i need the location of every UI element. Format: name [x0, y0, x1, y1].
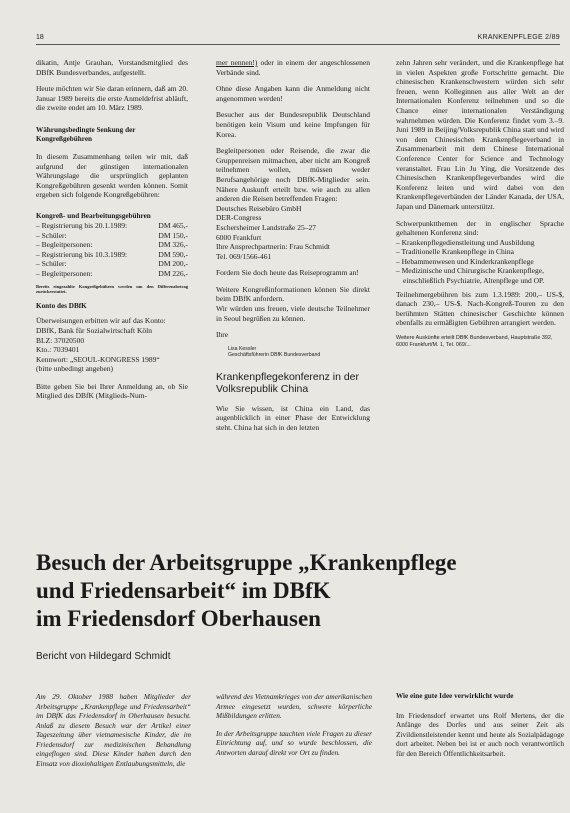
paragraph: Im Friedensdorf erwartet uns Rolf Mertens, der die Anfänge des Dorfes und aus seiner Zeit als Zivildienstleistender kennt und heute als Sozialpädagoge dort arbeitet. Neben bei ist er auch noch verantwortlich für den Bereich Öffentlichkeitsarbeit. [396, 710, 564, 758]
paragraph: Überweisungen erbitten wir auf das Konto: [36, 316, 166, 326]
subheading: Krankenpflegekonferenz in der Volksrepublik China [216, 370, 360, 396]
fee-row: – Begleitpersonen: DM 326,- [36, 240, 188, 250]
paragraph: In der Arbeitsgruppe tauchten viele Fragen zu dieser Einrichtung auf, und so wurde beschlossen, die Antworten darauf direkt vor Ort zu finden. [216, 728, 372, 757]
paragraph: In diesem Zusammenhang teilen wir mit, daß aufgrund der günstigen internationalen Währungslage die ursprünglich geplanten Kongreßgebühren gesenkt werden können. Somit ergeben sich folgende Kongreßgebühren: [36, 151, 188, 200]
article-author: Bericht von Hildegard Schmidt [36, 651, 171, 662]
fee-row: – Registrierung bis 10.3.1989: DM 590,- [36, 249, 188, 259]
topic-list [396, 238, 564, 286]
paragraph: Am 29. Oktober 1988 haben Mitglieder der Arbeitsgruppe „Krankenpflege und Friedensarbeit“ im DBfK das Friedensdorf in Oberhausen besucht. Anlaß zu diesem Besuch war der Artikel einer Tageszeitung über vietnamesische Kinder, die im Friedensdorf zur medizinischen Behandlung eingeflogen sind. Diese Kinder haben durch den Einsatz von dioxinhaltigen Entlaubungsmitteln, die [36, 692, 191, 768]
fee-row: – Schüler: DM 150,- [36, 230, 188, 240]
paragraph: Teilnehmergebühren bis zum 1.3.1989: 200,– US-$, danach 230,– US-$. Nach-Kongreß-Touren zu den berühmten Stätten chinesischer Geschichte können ebenfalls zu ermäßigten Gebühren arrangiert werden. [396, 289, 564, 328]
section-heading: Währungsbedingte Senkung der Kongreßgebühren [36, 125, 136, 143]
column-3 [396, 58, 564, 348]
paragraph: Weitere Kongreßinformationen können Sie direkt beim DBfK anfordern. [216, 284, 370, 304]
paragraph: zehn Jahren sehr verändert, und die Krankenpflege hat in vielen Aspekten große Fortschritte gemacht. Die chinesischen Krankenschwestern würden sich sehr freuen, wenn Kolleginnen aus aller Welt an der Internationalen Konferenz teilnehmen und so die Chance einer internationalen Verständigung wahrnehmen würden. Die Konferenz findet vom 3.–9. Juni 1989 in Beijing/Volksrepublik China statt und wird von dem Chinesischen Krankenpflegeverband in Zusammenarbeit mit dem Chinese International Conference Center for Science and Technology veranstaltet. Frau Lin Ju Ying, die Vorsitzende des Chinesischen Krankenpflegeverbandes wird die Konferenz leiten und wird dabei von den Krankenpflegeverbänden der Länder Kanada, der USA, Japan und Dänemark unterstützt. [396, 58, 564, 211]
paragraph: Bitte geben Sie bei Ihrer Anmeldung an, ob Sie Mitglied des DBfK (Mitglieds-Num- [36, 381, 188, 401]
list-item: – Krankenpflegedienstleitung und Ausbildung [396, 237, 535, 247]
paragraph: Ohne diese Angaben kann die Anmeldung nicht angenommen werden! [216, 84, 370, 103]
paragraph: während des Vietnamkrieges von der amerikanischen Armee eingesetzt wurden, schwere körperliche Mißbildungen erlitten. [216, 692, 372, 720]
article-column-3 [396, 692, 564, 766]
fine-print: Bereits eingezahlte Kongreßgebühren werden um den Differenzbetrag zurückerstattet. [36, 283, 188, 294]
paragraph: dikatin, Antje Grauhan, Vorstandsmitglied des DBfK Bundesverbandes, aufgestellt. [36, 58, 188, 77]
article-title: Besuch der Arbeitsgruppe „Krankenpflege und Friedensarbeit“ im DBfK im Friedensdorf Oberhausen [36, 550, 457, 631]
paragraph: mer nennen!) oder in einem der angeschlossenen Verbände sind. [216, 58, 370, 77]
column-1 [36, 58, 188, 408]
article-lead-column-1 [36, 692, 191, 776]
paragraph: Begleitpersonen oder Reisende, die zwar die Gruppenreisen mitmachen, aber nicht am Kongreß teilnehmen wollen, müssen weder Berufsangehörige noch DBfK-Mitglieder sein. Nähere Auskunft erteilt bzw. wie auch zu allen anderen die Reisen betreffenden Fragen: [216, 146, 370, 204]
list-item: – Medizinische und Chirurgische Krankenpflege, einschließlich Psychiatrie, Altenpflege und OP. [396, 266, 545, 286]
section-heading: Kongreß- und Bearbeitungsgebühren [36, 211, 151, 220]
section-heading: Konto des DBfK [36, 302, 87, 311]
paragraph: Wir würden uns freuen, viele deutsche Teilnehmer in Seoul begrüßen zu können. [216, 304, 370, 323]
account-details: DBfK, Bank für Sozialwirtschaft Köln BLZ: 37020500 Kto.: 7039401 Kennwort: „SEOUL-KONGRESS 1989“ (bitte unbedingt angeben) [36, 325, 160, 374]
paragraph: Besucher aus der Bundesrepublik Deutschland benötigen kein Visum und keine Impfungen für Korea. [216, 110, 370, 139]
section-heading: Wie eine gute Idee verwirklicht wurde [396, 692, 514, 700]
fee-row: – Begleitpersonen: DM 226,- [36, 268, 188, 278]
fee-row: – Schüler: DM 200,- [36, 259, 188, 269]
address-note: Weitere Auskünfte erteilt DBfK Bundesverband, Hauptstraße 392, 6000 Frankfurt/M. 1, Tel. 069/... [396, 335, 553, 348]
header-rule [36, 44, 560, 45]
paragraph: Ihre [216, 330, 229, 340]
running-title: KRANKENPFLEGE 2/89 [477, 34, 560, 41]
page-number: 18 [36, 34, 44, 41]
list-item: – Traditionelle Krankenpflege in China [396, 247, 514, 257]
fee-list [36, 221, 188, 279]
signature: Lisa Kessler Geschäftsführerin DBfK Bundesverband [228, 345, 321, 359]
travel-agency-address: Deutsches Reisebüro GmbH DER-Congress Eschersheimer Landstraße 25–27 6000 Frankfurt Ihre Ansprechpartnerin: Frau Schmidt Tel. 069/1566-461 [216, 203, 330, 261]
column-2 [216, 58, 370, 439]
paragraph: Wie Sie wissen, ist China ein Land, das augenblicklich in einer Phase der Entwicklung steht. China hat sich in den letzten [216, 403, 370, 432]
list-item: – Hebammenwesen und Kinderkrankenpflege [396, 256, 534, 266]
paragraph: Schwerpunktthemen der in englischer Sprache gehaltenen Konferenz sind: [396, 218, 564, 238]
paragraph: Fordern Sie doch heute das Reiseprogramm an! [216, 268, 359, 278]
paragraph: Heute möchten wir Sie daran erinnern, daß am 20. Januar 1989 bereits die erste Anmeldefrist abläuft, die zweite endet am 10. März 1989. [36, 84, 188, 113]
fee-row: – Registrierung bis 20.1.1989: DM 465,- [36, 220, 188, 230]
article-lead-column-2 [216, 692, 372, 765]
page-header [36, 34, 560, 44]
